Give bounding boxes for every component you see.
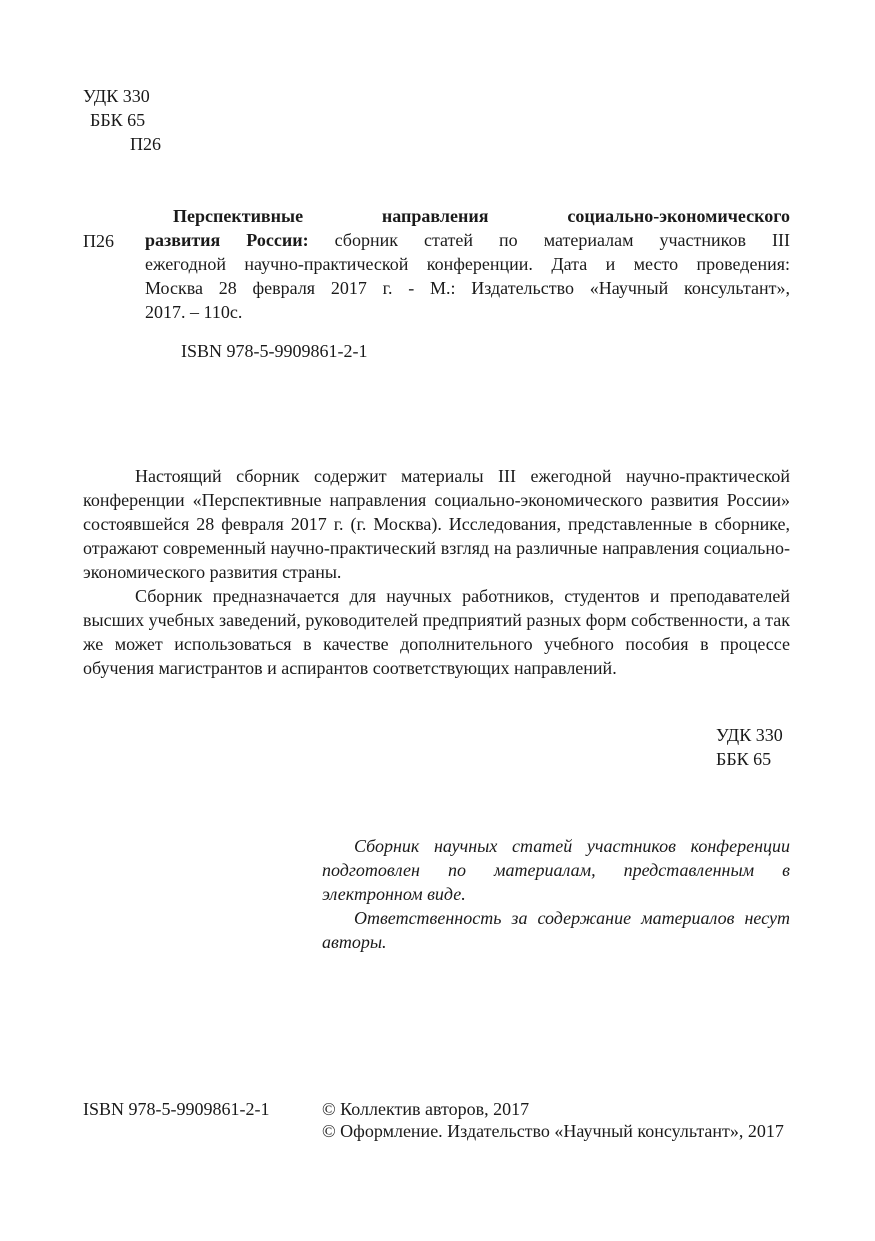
copyright-authors: © Коллектив авторов, 2017 (322, 1099, 530, 1119)
editorial-notes (322, 834, 790, 954)
author-code-top: П26 (130, 134, 161, 154)
annotation (83, 464, 790, 680)
copyright-design: © Оформление. Издательство «Научный консультант», 2017 (322, 1121, 784, 1141)
bibliographic-code: П26 (83, 231, 114, 251)
annotation-paragraph-1: Настоящий сборник содержит материалы III ежегодной научно-практической конференции «Перспективные направления социально-экономического развития России» состоявшейся 28 февраля 2017 г. (г. Москва). Исследования, представленные в сборнике, отражают современный научно-практический взгляд на различные направления социально-экономического развития страны. (83, 466, 790, 582)
bib-title-line-1 (145, 204, 790, 228)
bib-line-4: Москва 28 февраля 2017 г. - М.: Издательство «Научный консультант», (145, 278, 790, 298)
bbk-bottom: ББК 65 (716, 749, 772, 769)
note-responsibility: Ответственность за содержание материалов несут авторы. (322, 908, 790, 952)
note-preparation: Сборник научных статей участников конференции подготовлен по материалам, представленным в электронном виде. (322, 836, 790, 904)
annotation-paragraph-2: Сборник предназначается для научных работников, студентов и преподавателей высших учебных заведений, руководителей предприятий разных форм собственности, а так же может использоваться в качестве дополнительного учебного пособия в процессе обучения магистрантов и аспирантов соответствующих направлений. (83, 586, 790, 678)
bib-line-3: ежегодной научно-практической конференции. Дата и место проведения: (145, 254, 790, 274)
bbk-top: ББК 65 (90, 110, 146, 130)
isbn-footer: ISBN 978-5-9909861-2-1 (83, 1099, 270, 1119)
udk-bottom: УДК 330 (716, 725, 783, 745)
bib-title-part-1: Перспективные направления социально-экономического (173, 206, 790, 226)
bibliographic-description (145, 204, 790, 324)
bib-line-2-rest: сборник статей по материалам участников III (308, 230, 790, 250)
bib-line-5: 2017. – 110с. (145, 302, 243, 322)
udk-top: УДК 330 (83, 86, 150, 106)
bib-line-2 (145, 228, 790, 252)
isbn-middle: ISBN 978-5-9909861-2-1 (181, 341, 368, 361)
bib-title-part-2: развития России: (145, 230, 309, 250)
